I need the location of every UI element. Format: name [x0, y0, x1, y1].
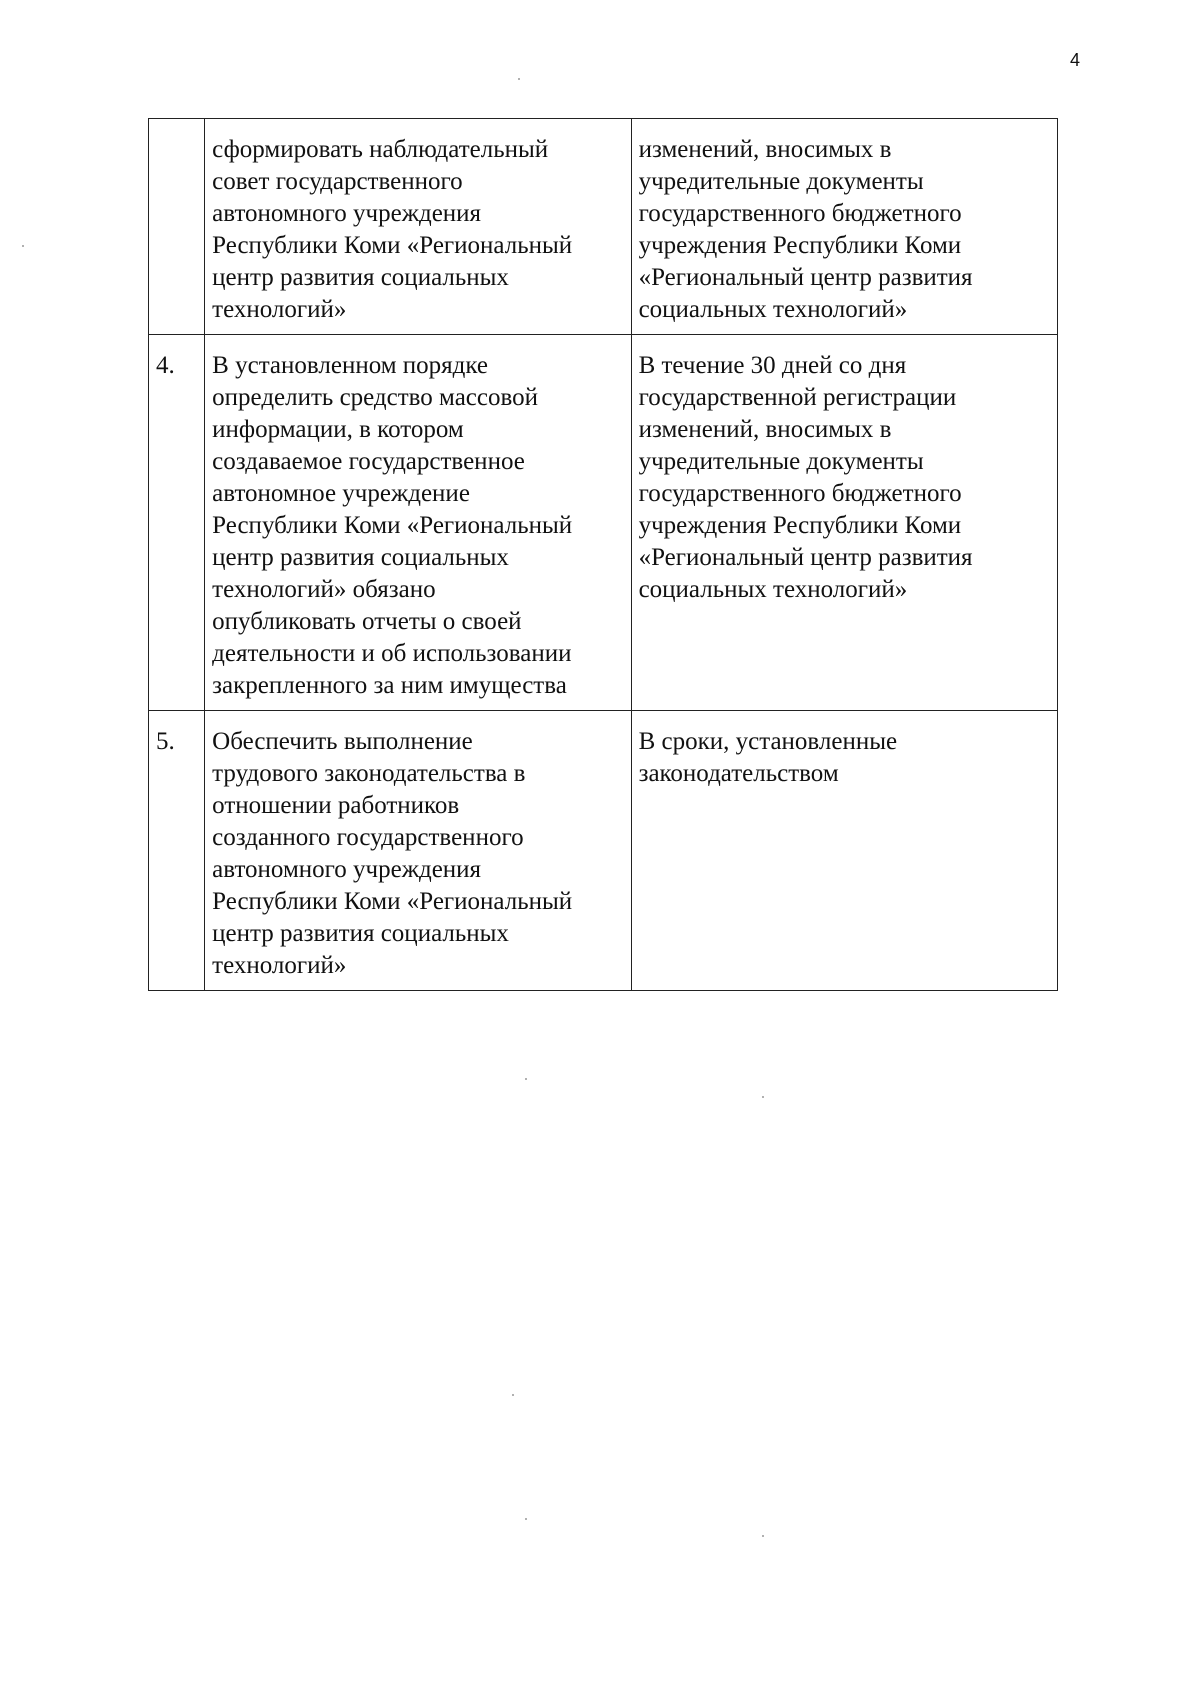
- scan-speck: [762, 1535, 764, 1537]
- scan-speck: [22, 245, 24, 247]
- deadline-text: В сроки, установленные законодательством: [638, 728, 898, 787]
- scan-speck: [518, 78, 520, 80]
- action-cell: [205, 119, 631, 335]
- table-row: [149, 119, 1058, 335]
- action-text: В установленном порядке определить средство массовой информации, в котором создаваемое государственное автономное учреждение Республики Коми «Региональный центр развития социальных технологий» обязано опубликовать отчеты о своей деятельности и об использовании закрепленного за ним имущества: [212, 352, 573, 699]
- scan-speck: [762, 1096, 764, 1098]
- deadline-cell: [631, 119, 1057, 335]
- scan-speck: [525, 1518, 527, 1520]
- action-text: сформировать наблюдательный совет государственного автономного учреждения Республики Коми «Региональный центр развития социальных технологий»: [212, 136, 573, 323]
- measures-table: [148, 118, 1058, 991]
- action-text: Обеспечить выполнение трудового законодательства в отношении работников созданного государственного автономного учреждения Республики Коми «Региональный центр развития социальных технологий»: [212, 728, 573, 979]
- deadline-text: изменений, вносимых в учредительные документы государственного бюджетного учреждения Республики Коми «Региональный центр развития социальных технологий»: [638, 136, 973, 323]
- deadline-cell: [631, 335, 1057, 711]
- deadline-cell: [631, 711, 1057, 991]
- table-row: [149, 711, 1058, 991]
- row-number-cell: [149, 119, 205, 335]
- scan-speck: [525, 1078, 527, 1080]
- action-cell: [205, 711, 631, 991]
- deadline-text: В течение 30 дней со дня государственной регистрации изменений, вносимых в учредительные документы государственного бюджетного учреждения Республики Коми «Региональный центр развития социальных технологий»: [638, 352, 973, 603]
- row-number-cell: 5.: [149, 711, 205, 991]
- page-number: 4: [1070, 50, 1081, 70]
- row-number-cell: 4.: [149, 335, 205, 711]
- table-row: [149, 335, 1058, 711]
- action-cell: [205, 335, 631, 711]
- scan-speck: [512, 1394, 514, 1396]
